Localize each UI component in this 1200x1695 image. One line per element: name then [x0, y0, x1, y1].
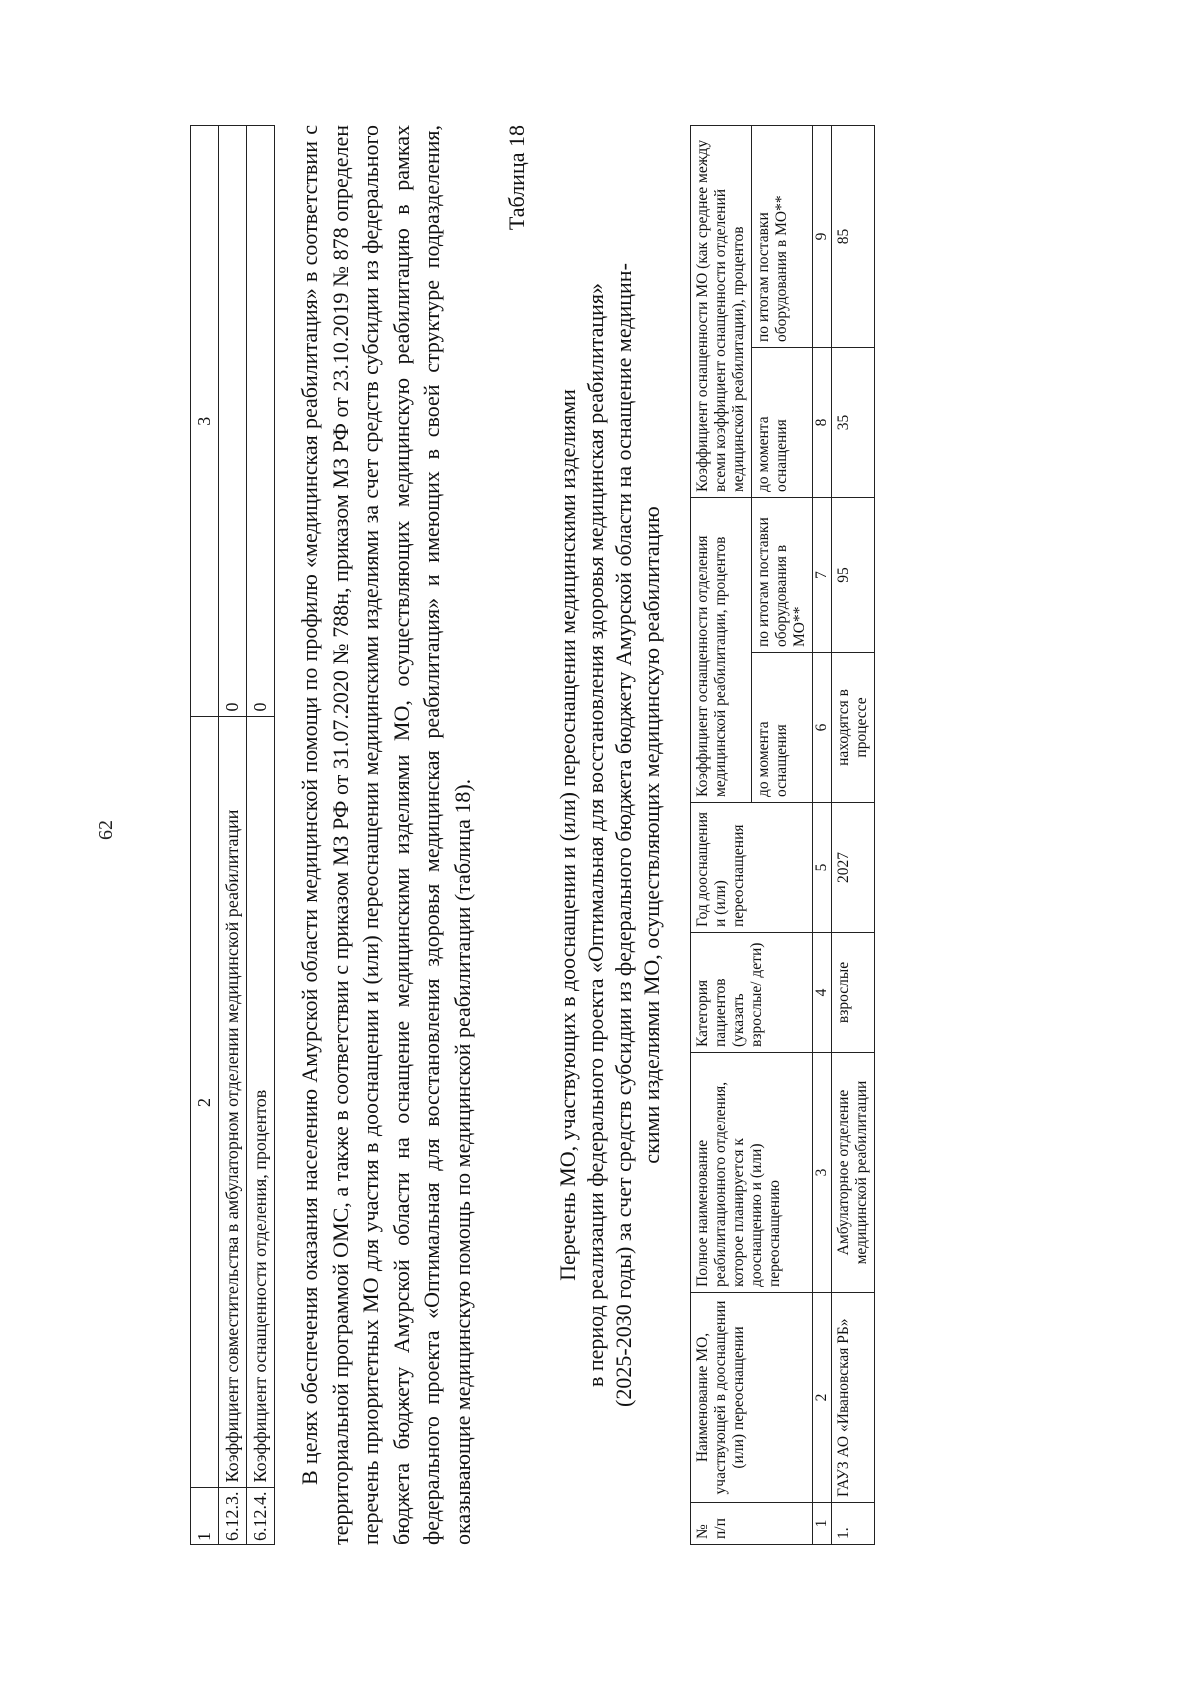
column-number: 4 [813, 933, 832, 1053]
header-dept-coefficient: Коэффициент оснащенности отделения медицинской реабилитации, процентов [691, 498, 752, 803]
continued-indicators-table [190, 125, 275, 1545]
subheader-dept-before: до момента оснащения [752, 653, 813, 803]
table-header-row [691, 126, 752, 1545]
subheader-dept-after: по итогам поставки оборудования в МО** [752, 498, 813, 653]
cell-dept-after: 95 [832, 498, 875, 653]
column-number: 5 [813, 803, 832, 933]
table-row [832, 126, 875, 1545]
column-number: 1 [813, 1503, 832, 1545]
column-number: 9 [813, 126, 832, 348]
table-header-row [191, 126, 219, 1545]
row-value: 0 [219, 126, 247, 718]
table-row [247, 126, 275, 1545]
subheader-mo-after: по итогам поставки оборудования в МО** [752, 126, 813, 348]
column-number: 3 [813, 1053, 832, 1293]
row-value: 0 [247, 126, 275, 718]
body-paragraph: В целях обеспечения оказания населению Амурской области медицинской помощи по профилю «медицинская реабилитация» в соответствии с территориальной программой ОМС, а также в соответствии с приказом МЗ РФ от 31.07.2020 № 788н, приказом МЗ РФ от 23.10.2019 № 878 определен перечень приоритетных МО для участия в дооснащении и (или) переоснащении медицинскими изделиями за счет средств субсидии из федерального бюджета бюджету Амурской области на оснащение медицинскими изделиями МО, осуществляющих медицинскую реабилитацию в рамках федерального проекта «Оптимальная для восстановления здоровья медицинская реабилитация» и имеющих в своей структуре подразделения, оказывающие медицинскую помощь по медицинской реабилитации (таблица 18). [297, 125, 475, 1545]
cell-patient-category: взрослые [832, 933, 875, 1053]
table-label: Таблица 18 [504, 125, 529, 231]
cell-mo-after: 85 [832, 126, 875, 348]
header-department: Полное наименование реабилитационного отделения, которое планируется к дооснащению и (или) переоснащению [691, 1053, 813, 1293]
column-number: 2 [813, 1293, 832, 1503]
caption-line: Перечень МО, участвующих в дооснащении и (или) переоснащении медицинскими изделиями [555, 389, 580, 1281]
column-number: 6 [813, 653, 832, 803]
page-content [190, 125, 875, 1545]
cell-year: 2027 [832, 803, 875, 933]
column-number-row [813, 126, 832, 1545]
cell-department: Амбулаторное отделение медицинской реабилитации [832, 1053, 875, 1293]
header-mo-name: Наименование МО, участвующей в дооснащении (или) переоснащении [691, 1293, 813, 1503]
cell-mo-name: ГАУЗ АО «Ивановская РБ» [832, 1293, 875, 1503]
cell-mo-before: 35 [832, 348, 875, 498]
caption-line: в период реализации федерального проекта «Оптимальная для восстановления здоровья медицинская реабилитация» [583, 282, 608, 1388]
column-number: 8 [813, 348, 832, 498]
column-number: 7 [813, 498, 832, 653]
header-patient-category: Категория пациентов (указать взрослые/ дети) [691, 933, 813, 1053]
caption-line: скими изделиями МО, осуществляющих медицинскую реабилитацию [639, 506, 664, 1164]
header-year: Год дооснащения и (или) переоснащения [691, 803, 813, 933]
subheader-mo-before: до момента оснащения [752, 348, 813, 498]
row-number: 6.12.3. [219, 1488, 247, 1545]
header-col-1: 1 [191, 1488, 219, 1545]
header-col-2: 2 [191, 717, 219, 1488]
table-caption [554, 125, 666, 1545]
header-col-3: 3 [191, 126, 219, 718]
row-label: Коэффициент совместительства в амбулаторном отделении медицинской реабилитации [219, 717, 247, 1488]
page-number: 62 [95, 820, 117, 840]
cell-num: 1. [832, 1503, 875, 1545]
medical-organizations-table [690, 125, 875, 1545]
row-number: 6.12.4. [247, 1488, 275, 1545]
header-mo-coefficient: Коэффициент оснащенности МО (как среднее между всеми коэффициент оснащенности отделений медицинской реабилитации), процентов [691, 126, 752, 498]
row-label: Коэффициент оснащенности отделения, процентов [247, 717, 275, 1488]
caption-line: (2025-2030 годы) за счет средств субсидии из федерального бюджета бюджету Амурской области на оснащение медицин- [611, 263, 636, 1407]
cell-dept-before: находятся в процессе [832, 653, 875, 803]
header-num: № п/п [691, 1503, 813, 1545]
table-row [219, 126, 247, 1545]
